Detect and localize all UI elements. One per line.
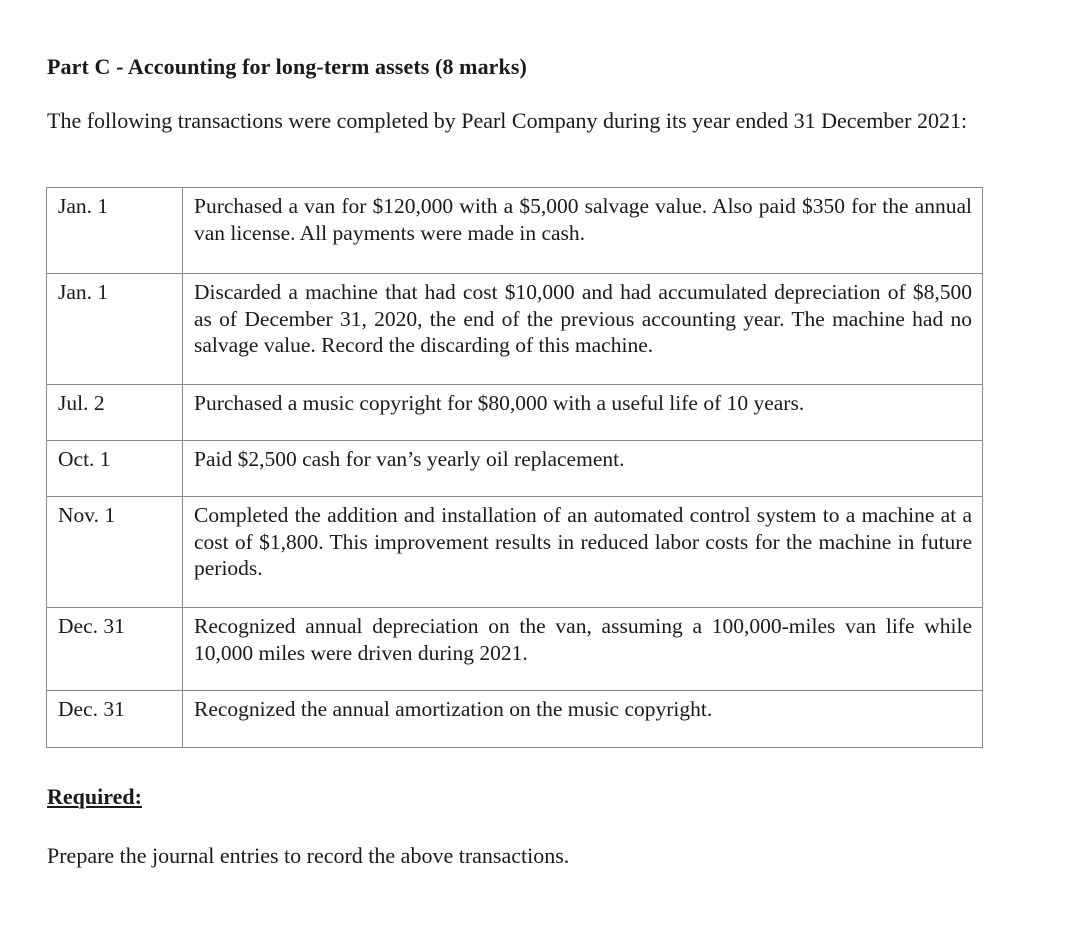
transaction-date: Dec. 31 xyxy=(47,608,183,691)
table-row xyxy=(47,274,983,385)
transaction-date: Jul. 2 xyxy=(47,385,183,441)
transaction-description: Recognized annual depreciation on the van, assuming a 100,000-miles van life while 10,000 miles were driven during 2021. xyxy=(183,608,983,691)
table-row xyxy=(47,691,983,748)
transaction-date: Jan. 1 xyxy=(47,188,183,274)
table-row xyxy=(47,385,983,441)
page-title: Part C - Accounting for long-term assets (8 marks) xyxy=(47,54,527,79)
transaction-date: Jan. 1 xyxy=(47,274,183,385)
required-heading: Required: xyxy=(47,784,142,809)
transaction-description: Discarded a machine that had cost $10,000 and had accumulated depreciation of $8,500 as of December 31, 2020, the end of the previous accounting year. The machine had no salvage value. Record the discarding of this machine. xyxy=(183,274,983,385)
table-row xyxy=(47,441,983,497)
table-row xyxy=(47,497,983,608)
table-row xyxy=(47,608,983,691)
transactions-table xyxy=(46,187,983,748)
transaction-description: Recognized the annual amortization on the music copyright. xyxy=(183,691,983,748)
transaction-description: Paid $2,500 cash for van’s yearly oil replacement. xyxy=(183,441,983,497)
transaction-description: Purchased a van for $120,000 with a $5,000 salvage value. Also paid $350 for the annual van license. All payments were made in cash. xyxy=(183,188,983,274)
transaction-description: Purchased a music copyright for $80,000 with a useful life of 10 years. xyxy=(183,385,983,441)
transaction-description: Completed the addition and installation of an automated control system to a machine at a cost of $1,800. This improvement results in reduced labor costs for the machine in future periods. xyxy=(183,497,983,608)
transaction-date: Nov. 1 xyxy=(47,497,183,608)
instruction-text: Prepare the journal entries to record the above transactions. xyxy=(47,843,570,868)
transaction-date: Dec. 31 xyxy=(47,691,183,748)
transaction-date: Oct. 1 xyxy=(47,441,183,497)
intro-paragraph: The following transactions were completed by Pearl Company during its year ended 31 December 2021: xyxy=(47,108,968,133)
table-row xyxy=(47,188,983,274)
